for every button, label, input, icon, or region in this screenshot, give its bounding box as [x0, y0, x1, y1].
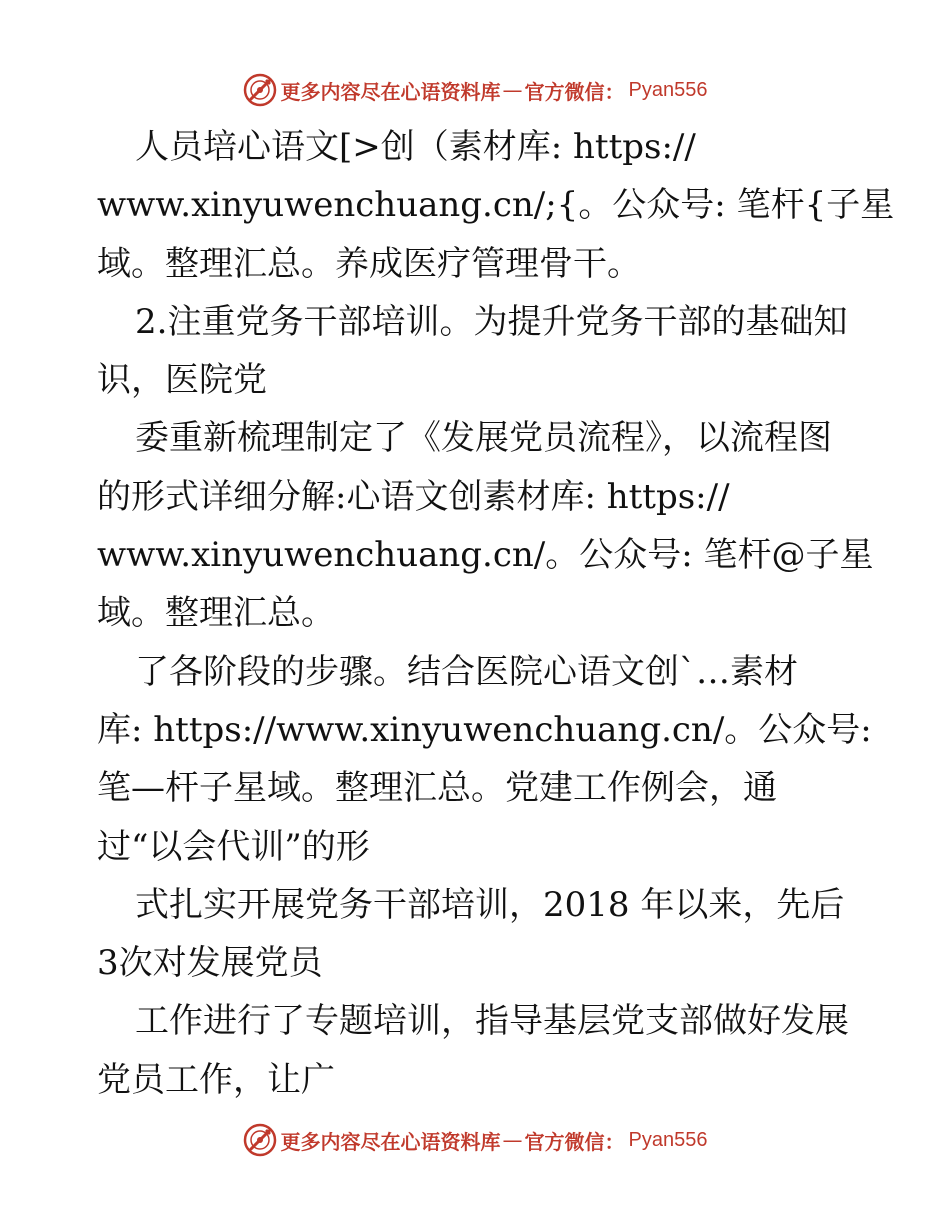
body-line-4: 2.注重党务干部培训。为提升党务干部的基础知 [135, 301, 848, 342]
body-line-10: 了各阶段的步骤。结合医院心语文创`…素材 [135, 651, 798, 692]
body-line-16: 工作进行了专题培训，指导基层党支部做好发展 [135, 1001, 849, 1042]
banner-wechat-label: 官方微信： [524, 1129, 625, 1154]
body-line-11: 库: https://www.xinyuwenchuang.cn/。公众号: [97, 709, 872, 750]
document-body [97, 118, 895, 1109]
body-line-2: www.xinyuwenchuang.cn/;{。公众号: 笔杆{子星 [97, 185, 895, 226]
body-line-14: 式扎实开展党务干部培训，2018 年以来，先后 [135, 884, 845, 925]
banner-dash: — [502, 1128, 523, 1152]
body-line-1: 人员培心语文[>创（素材库: https:// [135, 127, 696, 167]
banner-slogan: 更多内容尽在心语资料库 [280, 1129, 501, 1154]
brand-logo-icon [243, 1123, 277, 1157]
banner-wechat-id: Pyan556 [628, 78, 708, 101]
body-line-17: 党员工作，让广 [97, 1059, 335, 1100]
banner-dash: — [502, 78, 523, 102]
body-line-9: 域。整理汇总。 [97, 593, 335, 634]
body-line-13: 过“以会代训”的形 [97, 826, 370, 867]
body-line-5: 识，医院党 [97, 360, 267, 401]
body-line-7: 的形式详细分解:心语文创素材库: https:// [97, 476, 730, 517]
header-banner [0, 70, 950, 110]
banner-wechat-label: 官方微信： [524, 79, 625, 104]
body-line-12: 笔—杆子星域。整理汇总。党建工作例会，通 [97, 768, 777, 809]
footer-banner [0, 1120, 950, 1160]
brand-logo-icon [243, 73, 277, 107]
body-line-15: 3次对发展党员 [97, 943, 323, 984]
banner-slogan: 更多内容尽在心语资料库 [280, 79, 501, 104]
body-line-6: 委重新梳理制定了《发展党员流程》，以流程图 [135, 418, 832, 459]
body-line-8: www.xinyuwenchuang.cn/。公众号: 笔杆@子星 [97, 535, 874, 576]
body-line-3: 域。整理汇总。养成医疗管理骨干。 [97, 243, 641, 284]
banner-wechat-id: Pyan556 [628, 1128, 708, 1151]
